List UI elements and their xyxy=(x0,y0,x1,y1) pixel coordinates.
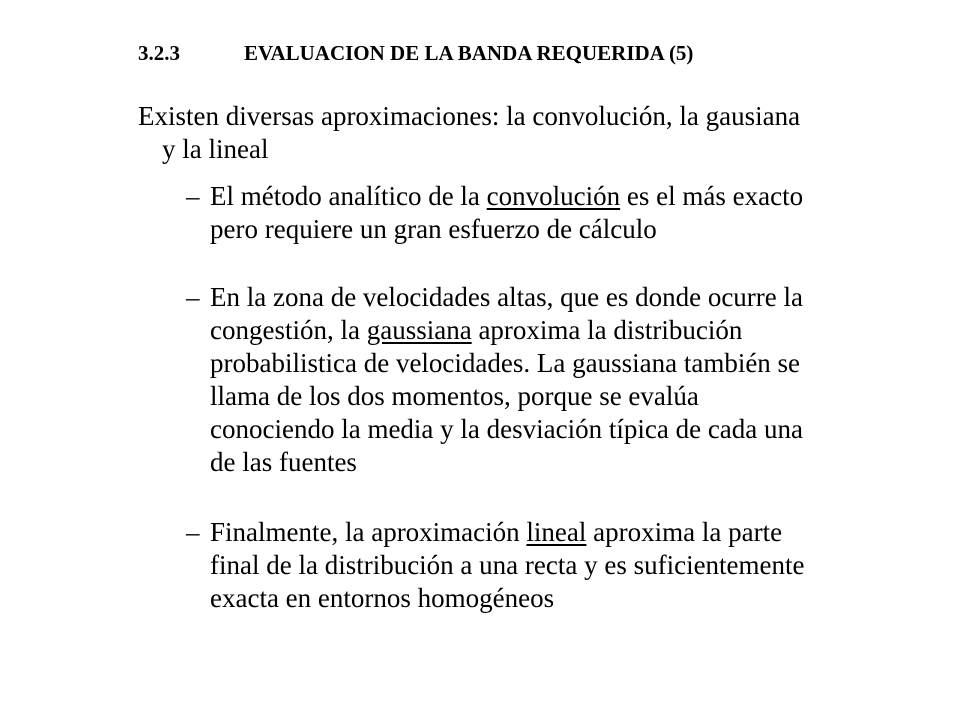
slide-title xyxy=(138,40,693,66)
bullet-line xyxy=(186,180,936,213)
term-convolucion: convolución xyxy=(486,181,621,211)
bullet-line: pero requiere un gran esfuerzo de cálculo xyxy=(210,214,657,244)
intro-paragraph xyxy=(138,100,938,166)
bullet-line xyxy=(186,281,936,314)
bullet-dash: – xyxy=(186,181,200,211)
intro-line: y la lineal xyxy=(162,134,269,164)
text-segment: es el más exacto xyxy=(620,181,804,211)
bullet-line xyxy=(186,314,936,347)
bullet-convolucion xyxy=(186,180,936,246)
bullet-line: conociendo la media y la desviación típica de cada una xyxy=(210,414,803,444)
text-segment: El método analítico de la xyxy=(210,181,487,211)
bullet-dash: – xyxy=(186,282,200,312)
text-segment: En la zona de velocidades altas, que es donde ocurre la xyxy=(210,282,803,312)
text-segment: aproxima la distribución xyxy=(471,315,743,345)
section-title: EVALUACION DE LA BANDA REQUERIDA (5) xyxy=(244,41,694,65)
bullet-line xyxy=(186,516,936,549)
bullet-line: llama de los dos momentos, porque se evalúa xyxy=(210,381,699,411)
text-segment: Finalmente, la aproximación xyxy=(210,517,527,547)
bullet-lineal xyxy=(186,516,936,615)
bullet-line: exacta en entornos homogéneos xyxy=(210,583,555,613)
bullet-line: de las fuentes xyxy=(210,447,357,477)
intro-line: Existen diversas aproximaciones: la convolución, la gausiana xyxy=(138,101,801,131)
bullet-line: probabilistica de velocidades. La gaussiana también se xyxy=(210,348,801,378)
text-segment: congestión, la xyxy=(210,315,367,345)
bullet-gaussiana xyxy=(186,281,936,479)
text-segment: aproxima la parte xyxy=(586,517,783,547)
bullet-line: final de la distribución a una recta y es suficientemente xyxy=(210,550,805,580)
term-gaussiana: gaussiana xyxy=(366,315,472,345)
bullet-dash: – xyxy=(186,517,200,547)
term-lineal: lineal xyxy=(526,517,587,547)
section-number: 3.2.3 xyxy=(138,41,180,65)
